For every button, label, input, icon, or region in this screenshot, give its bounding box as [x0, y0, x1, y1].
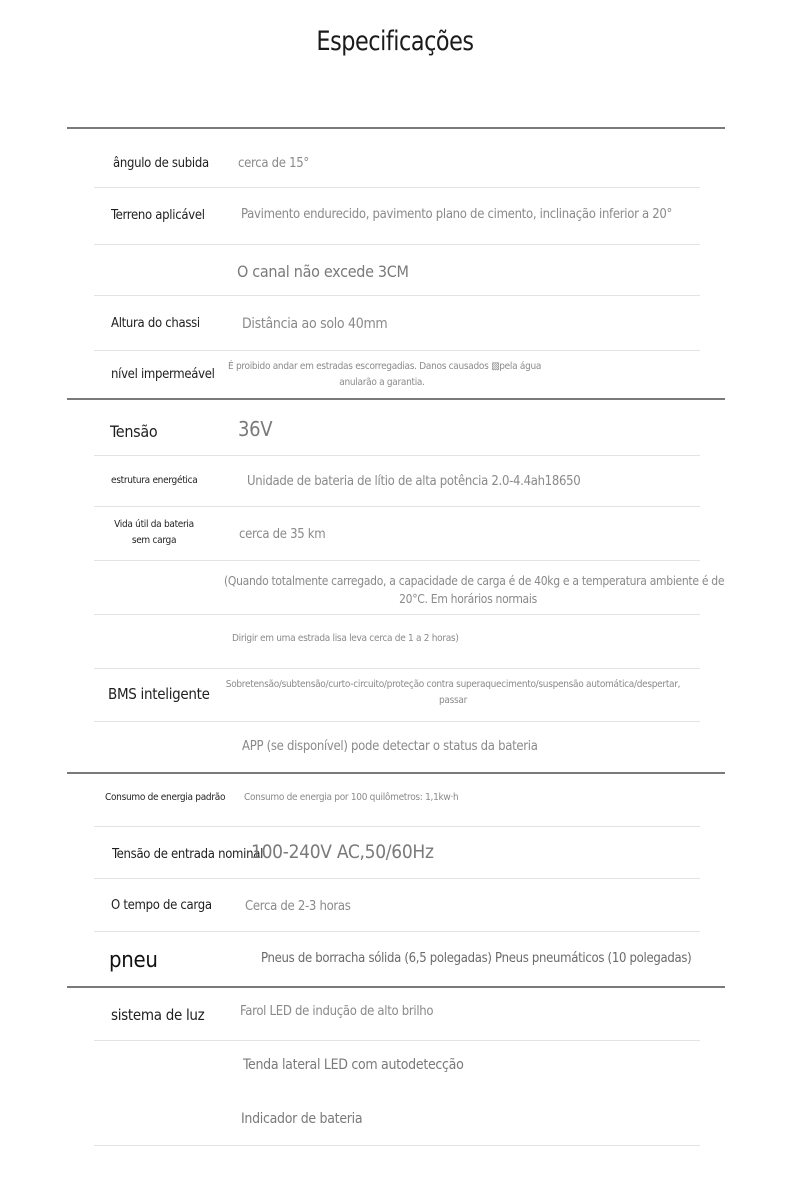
row-divider: [94, 931, 700, 932]
spec-label-power-consumption: Consumo de energia padrão: [105, 792, 226, 803]
spec-value-app: APP (se disponível) pode detectar o status da bateria: [242, 739, 538, 754]
row-divider: [94, 506, 700, 507]
section-divider: [67, 398, 725, 400]
row-divider: [94, 187, 700, 188]
row-divider: [94, 878, 700, 879]
spec-label-bms: BMS inteligente: [108, 685, 210, 703]
row-divider: [94, 1145, 700, 1146]
spec-label-terrain: Terreno aplicável: [111, 208, 205, 223]
spec-label-voltage: Tensão: [110, 422, 158, 441]
spec-label-battery-life-line2: sem carga: [131, 535, 177, 546]
spec-value-side-light: Tenda lateral LED com autodetecção: [243, 1057, 464, 1073]
spec-label-battery-life-line1: Vida útil da bateria: [114, 519, 194, 530]
spec-label-light-system: sistema de luz: [111, 1006, 205, 1024]
spec-value-battery-note-line2: 20°C. Em horários normais: [399, 592, 537, 606]
spec-value-power-consumption: Consumo de energia por 100 quilômetros: 1,1kw·h: [244, 792, 459, 803]
row-divider: [94, 826, 700, 827]
row-divider: [94, 560, 700, 561]
spec-value-battery-life: cerca de 35 km: [239, 527, 326, 542]
page-title: Especificações: [316, 26, 474, 57]
spec-label-input-voltage: Tensão de entrada nominal: [112, 847, 264, 862]
spec-value-channel: O canal não excede 3CM: [237, 262, 409, 281]
spec-label-chassis-height: Altura do chassi: [111, 316, 200, 331]
spec-value-waterproof: [228, 359, 542, 391]
spec-value-driving-time: Dirigir em uma estrada lisa leva cerca de 1 a 2 horas): [232, 633, 459, 644]
spec-value-charge-time: Cerca de 2-3 horas: [245, 899, 351, 914]
row-divider: [94, 614, 700, 615]
spec-value-input-voltage: 100-240V AC,50/60Hz: [251, 841, 434, 863]
section-divider: [67, 127, 725, 129]
spec-value-battery-note-line1: (Quando totalmente carregado, a capacidade de carga é de 40kg e a temperatura ambiente é de: [224, 574, 725, 588]
spec-value-tire: Pneus de borracha sólida (6,5 polegadas) Pneus pneumáticos (10 polegadas): [261, 951, 692, 966]
spec-label-battery-life: [105, 517, 203, 549]
section-divider: [67, 772, 725, 774]
spec-label-waterproof: nível impermeável: [111, 367, 215, 382]
row-divider: [94, 668, 700, 669]
section-divider: [67, 986, 725, 988]
row-divider: [94, 350, 700, 351]
spec-value-bms: [222, 677, 684, 709]
spec-value-battery-indicator: Indicador de bateria: [241, 1111, 363, 1127]
spec-label-charge-time: O tempo de carga: [111, 898, 212, 913]
row-divider: [94, 1040, 700, 1041]
row-divider: [94, 295, 700, 296]
spec-value-terrain: Pavimento endurecido, pavimento plano de cimento, inclinação inferior a 20°: [241, 207, 673, 222]
spec-value-voltage: 36V: [238, 417, 273, 441]
spec-value-waterproof-line2: anularão a garantia.: [339, 377, 425, 388]
row-divider: [94, 721, 700, 722]
spec-value-climb-angle: cerca de 15°: [238, 156, 309, 171]
row-divider: [94, 244, 700, 245]
spec-value-waterproof-line1: É proibido andar em estradas escorregadias. Danos causados ▧pela água: [228, 361, 542, 372]
spec-value-bms-line2: passar: [438, 695, 467, 706]
spec-label-tire: pneu: [109, 948, 158, 973]
row-divider: [94, 455, 700, 456]
spec-value-chassis-height: Distância ao solo 40mm: [242, 316, 388, 332]
spec-label-energy-structure: estrutura energética: [111, 475, 198, 486]
spec-value-energy-structure: Unidade de bateria de lítio de alta potência 2.0-4.4ah18650: [247, 474, 581, 489]
spec-label-climb-angle: ângulo de subida: [113, 156, 209, 171]
spec-value-battery-note: [224, 572, 725, 608]
spec-value-bms-line1: Sobretensão/subtensão/curto-circuito/proteção contra superaquecimento/suspensão automática/despertar,: [225, 679, 681, 690]
spec-value-headlight: Farol LED de indução de alto brilho: [240, 1004, 434, 1019]
